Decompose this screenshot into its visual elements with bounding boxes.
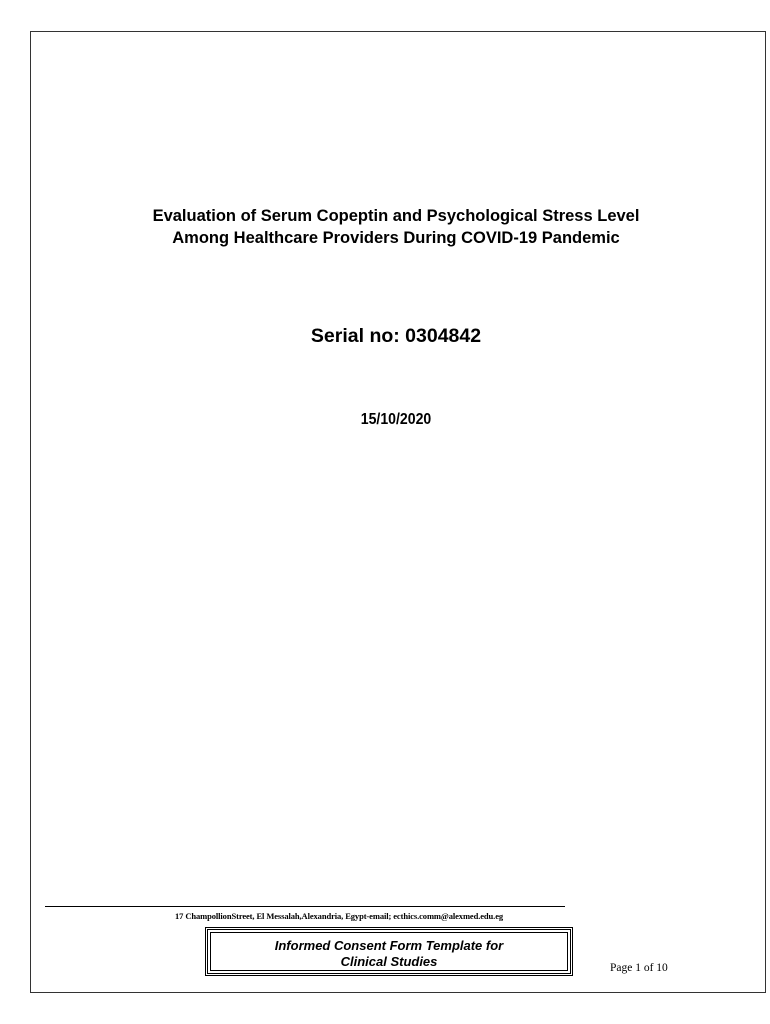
form-title-box	[205, 927, 573, 976]
form-title-line-2: Clinical Studies	[340, 954, 438, 969]
footer-divider	[45, 906, 565, 907]
serial-number: Serial no: 0304842	[310, 325, 482, 347]
form-title-line-1: Informed Consent Form Template for	[274, 938, 504, 953]
document-title-line-1: Evaluation of Serum Copeptin and Psychological Stress Level	[152, 207, 640, 225]
footer-address: 17 ChampollionStreet, El Messalah,Alexandria, Egypt-email; ecthics.comm@alexmed.edu.eg	[175, 911, 504, 921]
page-border	[30, 31, 766, 993]
form-title	[208, 938, 570, 970]
document-date: 15/10/2020	[360, 411, 432, 428]
document-title	[60, 205, 732, 249]
page-number: Page 1 of 10	[610, 962, 668, 974]
document-title-line-2: Among Healthcare Providers During COVID-19 Pandemic	[172, 229, 620, 247]
